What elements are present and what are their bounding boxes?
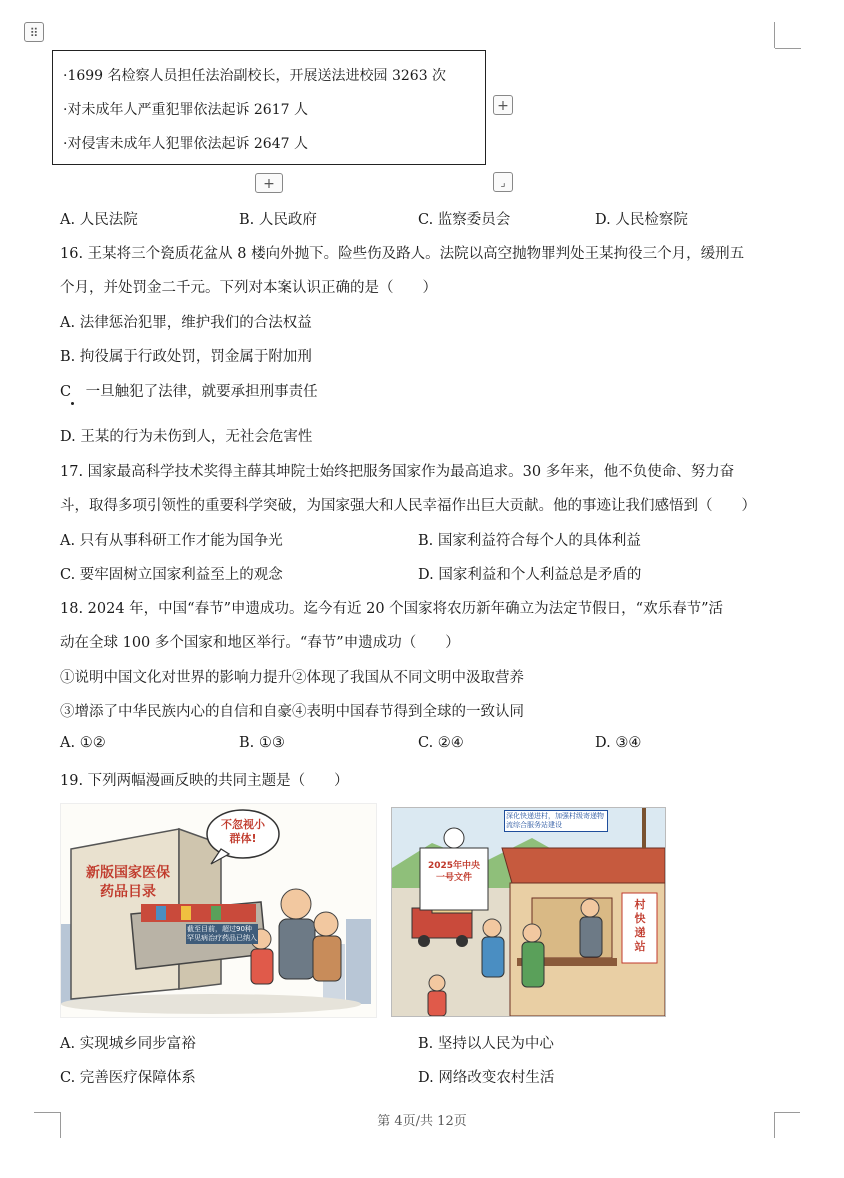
q17-option-d: D. 国家利益和个人利益总是矛盾的 [418, 567, 642, 583]
cartoon-medical-insurance-illustration [61, 804, 376, 1017]
table-row: ·对未成年人严重犯罪依法起诉 2617 人 [63, 102, 308, 118]
q16-stem-line1: 16. 王某将三个瓷质花盆从 8 楼向外抛下。险些伤及路人。法院以高空抛物罪判处王某拘役三个月，缓刑五 [60, 246, 745, 262]
q17-option-b: B. 国家利益符合每个人的具体利益 [418, 533, 641, 549]
stray-dot [71, 402, 74, 405]
table-row: ·对侵害未成年人犯罪依法起诉 2647 人 [63, 136, 308, 152]
q16-option-b: B. 拘役属于行政处罚，罚金属于附加刑 [60, 349, 312, 365]
cartoon-rural-express-illustration [392, 808, 665, 1016]
table-move-handle-icon[interactable]: ⠿ [24, 22, 44, 42]
q18-statements-2: ③增添了中华民族内心的自信和自豪④表明中国春节得到全球的一致认同 [60, 704, 524, 720]
q19-option-c: C. 完善医疗保障体系 [60, 1070, 196, 1086]
q16-option-a: A. 法律惩治犯罪，维护我们的合法权益 [60, 315, 312, 331]
resize-table-icon[interactable]: ⌟ [493, 172, 513, 192]
q18-option-c: C. ②④ [418, 735, 464, 751]
q18-statements-1: ①说明中国文化对世界的影响力提升②体现了我国从不同文明中汲取营养 [60, 670, 524, 686]
q15-option-d: D. 人民检察院 [595, 212, 688, 228]
q16-option-d: D. 王某的行为未伤到人，无社会危害性 [60, 429, 313, 445]
q16-stem-line2: 个月，并处罚金二千元。下列对本案认识正确的是（ ） [60, 280, 437, 296]
info-table [52, 50, 486, 165]
q17-stem-line2: 斗，取得多项引领性的重要科学突破，为国家强大和人民幸福作出巨大贡献。他的事迹让我们感悟到（ ） [60, 498, 756, 514]
cartoon2-banner-text: 深化快递进村，加强村级寄递物流综合服务站建设 [504, 810, 608, 832]
q15-option-c: C. 监察委员会 [418, 212, 511, 228]
q18-option-d: D. ③④ [595, 735, 642, 751]
q19-option-a: A. 实现城乡同步富裕 [60, 1036, 196, 1052]
cartoon1-bubble-text: 不忽视小群体! [221, 818, 265, 845]
q16-option-c: C 一旦触犯了法律，就要承担刑事责任 [60, 384, 318, 400]
cartoon1-drawer-label: 截至目前，超过90种罕见病治疗药品已纳入 [187, 925, 257, 942]
q15-option-a: A. 人民法院 [60, 212, 138, 228]
q18-stem-line2: 动在全球 100 多个国家和地区举行。“春节”申遗成功（ ） [60, 635, 460, 651]
q18-stem-line1: 18. 2024 年，中国“春节”申遗成功。迄今有近 20 个国家将农历新年确立为法定节假日，“欢乐春节”活 [60, 601, 723, 617]
q17-stem-line1: 17. 国家最高科学技术奖得主薛其坤院士始终把服务国家作为最高追求。30 多年来，他不负使命、努力奋 [60, 464, 735, 480]
q15-option-b: B. 人民政府 [239, 212, 317, 228]
q17-option-c: C. 要牢固树立国家利益至上的观念 [60, 567, 283, 583]
page-number: 第 4页/共 12页 [377, 1114, 467, 1129]
q18-option-a: A. ①② [60, 735, 106, 751]
cartoon1-cabinet-label: 新版国家医保药品目录 [86, 865, 170, 900]
q19-option-b: B. 坚持以人民为中心 [418, 1036, 554, 1052]
cartoon2-document-label: 2025年中央一号文件 [427, 861, 481, 883]
add-row-button[interactable]: + [255, 173, 283, 193]
table-row: ·1699 名检察人员担任法治副校长，开展送法进校园 3263 次 [63, 68, 447, 84]
q19-stem: 19. 下列两幅漫画反映的共同主题是（ ） [60, 773, 349, 789]
add-column-button[interactable]: + [493, 95, 513, 115]
cartoon-rural-express [391, 807, 666, 1017]
cartoon2-sign: 村快递站 [634, 898, 646, 953]
crop-mark-top-right-v [774, 22, 775, 48]
cartoon-medical-insurance [60, 803, 377, 1018]
q19-option-d: D. 网络改变农村生活 [418, 1070, 555, 1086]
q18-option-b: B. ①③ [239, 735, 285, 751]
q17-option-a: A. 只有从事科研工作才能为国争光 [60, 533, 283, 549]
crop-mark-top-right-h [775, 48, 801, 49]
